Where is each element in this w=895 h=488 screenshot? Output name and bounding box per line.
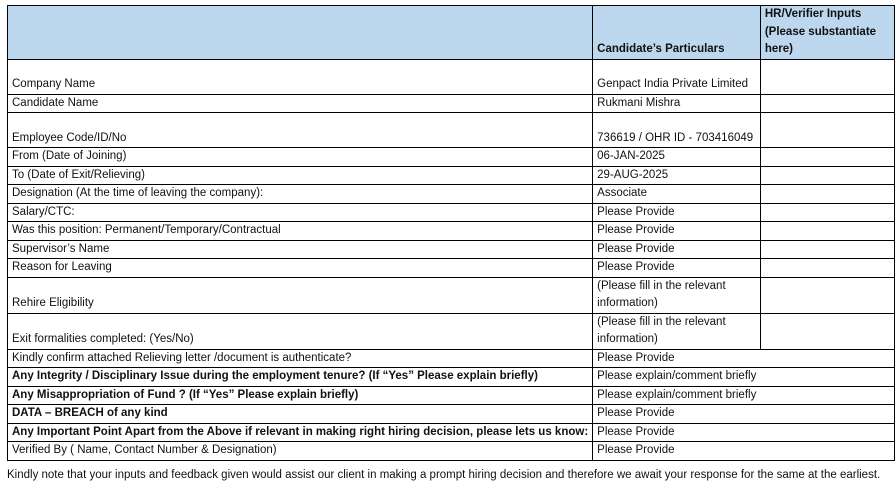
row-candidate-value: Please Provide — [593, 442, 761, 461]
row-candidate-value: 06-JAN-2025 — [593, 148, 761, 167]
row-label: Rehire Eligibility — [8, 277, 593, 313]
row-verifier-input[interactable] — [760, 442, 894, 461]
row-verifier-input[interactable] — [760, 277, 894, 313]
row-label: Reason for Leaving — [8, 259, 593, 278]
row-label: Kindly confirm attached Relieving letter /document is authenticate? — [8, 349, 593, 368]
row-label: Exit formalities completed: (Yes/No) — [8, 313, 593, 349]
row-candidate-value: Rukmani Mishra — [593, 94, 761, 113]
row-verifier-input[interactable] — [760, 113, 894, 148]
header-verifier-inputs — [760, 6, 894, 60]
row-label: Designation (At the time of leaving the company): — [8, 185, 593, 204]
row-verifier-input[interactable] — [760, 368, 894, 387]
row-company-name — [8, 59, 895, 94]
row-candidate-value: Associate — [593, 185, 761, 204]
row-candidate-name — [8, 94, 895, 113]
row-position-type — [8, 222, 895, 241]
header-field-cell — [8, 6, 593, 60]
row-salary — [8, 203, 895, 222]
header-candidate-particulars: Candidate’s Particulars — [593, 6, 761, 60]
row-label: Company Name — [8, 59, 593, 94]
row-label: Supervisor’s Name — [8, 240, 593, 259]
row-candidate-value: 29-AUG-2025 — [593, 166, 761, 185]
row-relieving-letter — [8, 349, 895, 368]
row-verifier-input[interactable] — [760, 166, 894, 185]
row-verifier-input[interactable] — [760, 240, 894, 259]
row-verifier-input[interactable] — [760, 148, 894, 167]
row-label: To (Date of Exit/Relieving) — [8, 166, 593, 185]
row-label: Verified By ( Name, Contact Number & Designation) — [8, 442, 593, 461]
row-candidate-value: (Please fill in the relevant information) — [593, 277, 761, 313]
row-misappropriation — [8, 386, 895, 405]
row-verifier-input[interactable] — [760, 222, 894, 241]
row-label: DATA – BREACH of any kind — [8, 405, 593, 424]
row-label: Any Integrity / Disciplinary Issue during the employment tenure? (If “Yes” Please explain briefly) — [8, 368, 593, 387]
row-exit-formalities — [8, 313, 895, 349]
row-verifier-input[interactable] — [760, 59, 894, 94]
row-candidate-value: Please Provide — [593, 203, 761, 222]
row-verifier-input[interactable] — [760, 349, 894, 368]
verification-form-table — [7, 5, 895, 461]
row-candidate-value: Genpact India Private Limited — [593, 59, 761, 94]
footer-note: Kindly note that your inputs and feedback given would assist our client in making a prompt hiring decision and therefore we await your response for the same at the earliest. — [7, 469, 881, 481]
row-candidate-value: Please Provide — [593, 405, 761, 424]
row-date-of-exit — [8, 166, 895, 185]
row-candidate-value: Please Provide — [593, 240, 761, 259]
row-candidate-value: Please Provide — [593, 423, 761, 442]
row-verifier-input[interactable] — [760, 94, 894, 113]
header-row — [8, 6, 895, 60]
row-label: Was this position: Permanent/Temporary/Contractual — [8, 222, 593, 241]
row-verifier-input[interactable] — [760, 313, 894, 349]
row-verifier-input[interactable] — [760, 405, 894, 424]
row-candidate-value: Please Provide — [593, 222, 761, 241]
row-label: Salary/CTC: — [8, 203, 593, 222]
row-candidate-value: Please Provide — [593, 259, 761, 278]
row-verifier-input[interactable] — [760, 185, 894, 204]
row-verifier-input[interactable] — [760, 423, 894, 442]
row-candidate-value: Please explain/comment briefly — [593, 368, 761, 387]
header-verifier-title: HR/Verifier Inputs — [764, 8, 862, 20]
row-designation — [8, 185, 895, 204]
row-verifier-input[interactable] — [760, 203, 894, 222]
header-verifier-subtitle: (Please substantiate here) — [764, 25, 877, 55]
row-employee-code — [8, 113, 895, 148]
row-reason-for-leaving — [8, 259, 895, 278]
row-label: From (Date of Joining) — [8, 148, 593, 167]
row-candidate-value: 736619 / OHR ID - 703416049 — [593, 113, 761, 148]
row-candidate-value: Please explain/comment briefly — [593, 386, 761, 405]
row-label: Candidate Name — [8, 94, 593, 113]
row-verifier-input[interactable] — [760, 259, 894, 278]
row-important-point — [8, 423, 895, 442]
row-verified-by — [8, 442, 895, 461]
row-integrity-issue — [8, 368, 895, 387]
row-date-of-joining — [8, 148, 895, 167]
row-supervisor-name — [8, 240, 895, 259]
row-label: Any Misappropriation of Fund ? (If “Yes” Please explain briefly) — [8, 386, 593, 405]
row-rehire-eligibility — [8, 277, 895, 313]
row-label: Any Important Point Apart from the Above if relevant in making right hiring decision, please lets us know: — [8, 423, 593, 442]
row-verifier-input[interactable] — [760, 386, 894, 405]
row-candidate-value: (Please fill in the relevant information) — [593, 313, 761, 349]
row-data-breach — [8, 405, 895, 424]
row-candidate-value: Please Provide — [593, 349, 761, 368]
row-label: Employee Code/ID/No — [8, 113, 593, 148]
